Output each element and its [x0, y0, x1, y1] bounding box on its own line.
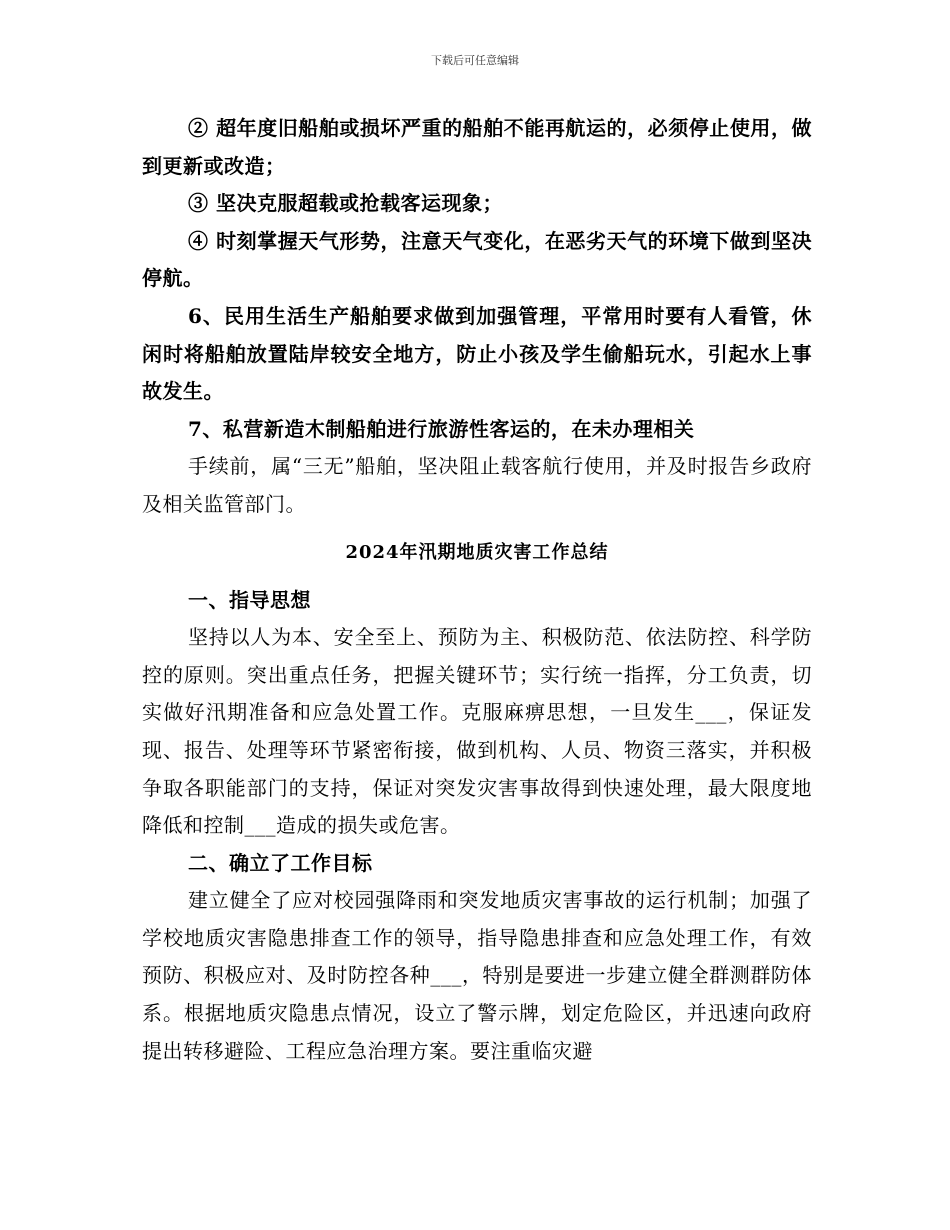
section-title: 2024年汛期地质灾害工作总结 — [345, 541, 609, 563]
paragraph-item-6: 6、民用生活生产船舶要求做到加强管理，平常用时要有人看管，休闲时将船舶放置陆岸较安全地方，防止小孩及学生偷船玩水，引起水上事故发生。 — [142, 303, 812, 404]
paragraph-item-7: 7、私营新造木制船舶进行旅游性客运的，在未办理相关 — [188, 416, 695, 441]
paragraph-item-7-continued: 手续前，属“三无”船舶，坚决阻止载客航行使用，并及时报告乡政府及相关监管部门。 — [142, 454, 812, 516]
paragraph-item-2: ② 超年度旧船舶或损坏严重的船舶不能再航运的，必须停止使用，做到更新或改造； — [142, 116, 812, 178]
document-body — [142, 110, 812, 1070]
paragraph-item-3: ③ 坚决克服超载或抢载客运现象； — [188, 191, 503, 216]
page-header: 下载后可任意编辑 — [431, 54, 519, 67]
heading-guiding-ideology: 一、指导思想 — [188, 587, 311, 612]
paragraph-guiding-ideology: 坚持以人为本、安全至上、预防为主、积极防范、依法防控、科学防控的原则。突出重点任务，把握关键环节；实行统一指挥，分工负责，切实做好汛期准备和应急处置工作。克服麻痹思想，一旦发生___，保证发现、报告、处理等环节紧密衔接，做到机构、人员、物资三落实，并积极争取各职能部门的支持，保证对突发灾害事故得到快速处理，最大限度地降低和控制___造成的损失或危害。 — [142, 625, 812, 838]
paragraph-work-goals: 建立健全了应对校园强降雨和突发地质灾害事故的运行机制；加强了学校地质灾害隐患排查工作的领导，指导隐患排查和应急处理工作，有效预防、积极应对、及时防控各种___，特别是要进一步建立健全群测群防体系。根据地质灾隐患点情况，设立了警示牌，划定危险区，并迅速向政府提出转移避险、工程应急治理方案。要注重临灾避 — [142, 888, 812, 1063]
heading-work-goals: 二、确立了工作目标 — [188, 850, 373, 875]
paragraph-item-4: ④ 时刻掌握天气形势，注意天气变化，在恶劣天气的环境下做到坚决停航。 — [142, 228, 812, 291]
